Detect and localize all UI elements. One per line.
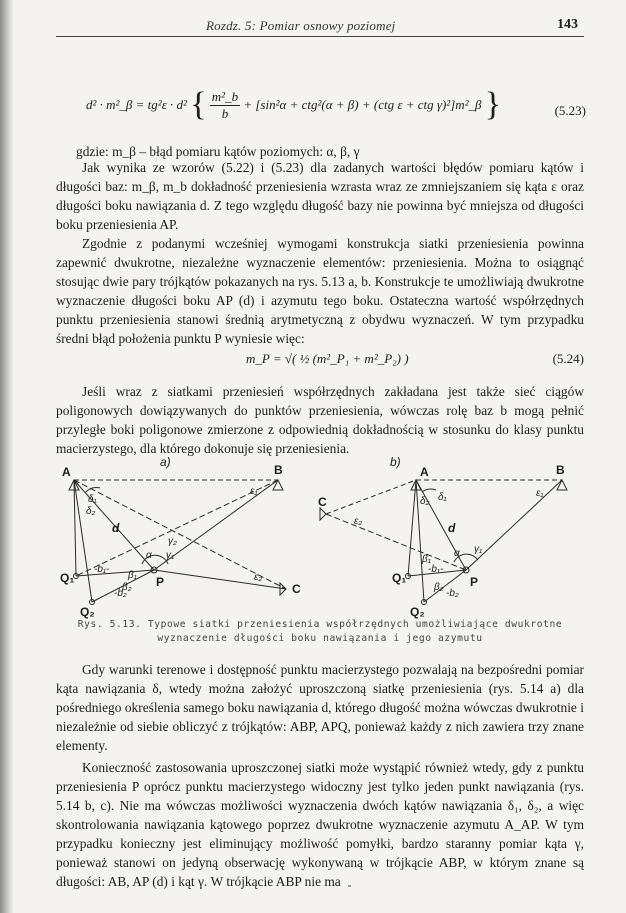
angle-arc-delta-b [422, 489, 436, 492]
formula-5-24-body: m_P = √( ½ (m²_P₁ + m²_P₂) ) [246, 351, 409, 366]
fraction-numerator: m²_b [211, 88, 239, 104]
label-beta1-b: β₁ [422, 554, 431, 565]
equation-number-5-23: (5.23) [554, 103, 586, 118]
label-eps2-a: ε₂ [254, 572, 263, 583]
label-b2-b: -b₂ [446, 588, 459, 599]
label-C-a: C [292, 582, 301, 596]
label-alpha-b: α [454, 548, 460, 559]
caption-line-1: Rys. 5.13. Typowe siatki przeniesienia współrzędnych umożliwiające dwukrotne [77, 619, 563, 630]
formula-5-23-fraction [210, 89, 240, 122]
running-head: Rozdz. 5: Pomiar osnowy poziomej [206, 18, 396, 33]
label-delta2-b: δ₂ [420, 496, 430, 507]
figure-diagrams [56, 452, 584, 622]
page-header [56, 12, 584, 37]
line-BQ1-a [76, 480, 278, 576]
label-d-b: d [448, 521, 456, 535]
fraction-denominator: b [221, 105, 229, 121]
label-Q2-a: Q₂ [80, 605, 95, 619]
figure-5-13 [56, 452, 584, 622]
label-eps1-b: ε₁ [536, 488, 544, 499]
scan-shadow-edge [0, 0, 14, 913]
scan-speck [348, 885, 351, 887]
left-brace: { [190, 86, 207, 123]
label-beta2-b: β₂ [434, 582, 444, 593]
point-C-marker-b [320, 508, 326, 520]
label-d-a: d [112, 521, 120, 535]
label-delta2-a: δ₂ [86, 506, 96, 517]
formula-5-24 [56, 349, 584, 375]
label-P-b: P [470, 575, 479, 589]
line-CP-b [326, 514, 466, 570]
paragraph-4: Gdy warunki terenowe i dostępność punktu macierzystego pozwalają na bezpośredni pomiar kąta nawiązania δ, wtedy można założyć uproszczoną siatkę przeniesienia (rys. 5.14 a) dla pośredniego określenia samego boku nawiązania d, którego długość można wówczas dwukrotnie i niezależnie od siebie obliczyć z trójkątów: ABP, APQ, ponieważ każdy z nich zawiera trzy znane elementy. [56, 662, 584, 753]
paragraph-5: Konieczność zastosowania uproszczonej siatki może wystąpić również wtedy, gdy z punktu przeniesienia P oprócz punktu macierzystego widoczny jest tylko jeden punkt nawiązania (rys. 5.14 b, c). Nie ma wówczas możliwości wyznaczenia dwóch kątów nawiązania δ₁, δ₂, a więc skontrolowania nawiązania kątowego poprzez dwukrotne wyznaczenie azymutu A_AP. W tym przypadku konieczny jest eliminujący możliwość pomyłki, bardzo staranny pomiar kąta γ, ponieważ stanowi on jedyną obserwację wykonywaną w trójkącie ABP, w którym znane są długości: AB, AP (d) i kąt γ. W trójkącie ABP nie ma [56, 760, 584, 889]
paragraph-2: Zgodnie z podanymi wcześniej wymogami konstrukcja siatki przeniesienia powinna zapewnić dwukrotne, niezależne wyznaczenie elementów: przeniesienia. Można to osiągnąć stosując dwie pary trójkątów pokazanych na rys. 5.13 a, b. Konstrukcje te umożliwiają dwukrotne wyznaczenie długości boku AP (d) i azymutu tego boku. Ostateczna wartość współrzędnych punktu przeniesienia stanowi średnią arytmetyczną z obydwu wyznaczeń. W tym przypadku średni błąd położenia punktu P wyniesie więc: [56, 236, 584, 346]
label-A-a: A [62, 465, 71, 479]
label-A-b: A [420, 465, 429, 479]
label-b2-a: -b₂ [114, 588, 127, 599]
label-b1-a: -b₁- [94, 564, 110, 575]
label-eps1-a: ε₁ [250, 486, 258, 497]
line-CA-b [326, 480, 416, 514]
label-gamma2-a: γ₂ [168, 536, 177, 547]
paragraph-3: Jeśli wraz z siatkami przeniesień współrzędnych zakładana jest także sieć ciągów poligonowych dowiązywanych do punktów przeniesienia, wówczas rolę baz b mogą pełnić przyległe boki poligonowe zmierzone z odpowiednią dokładnością w stosunku do klasy punktu macierzystego, dla którego dokonuje się przeniesienia. [56, 384, 584, 456]
label-Q1-a: Q₁ [60, 571, 75, 585]
panel-a-label: a) [160, 455, 171, 469]
label-beta2-a: β₂ [122, 582, 132, 593]
label-delta1-a: δ₁ [88, 494, 97, 505]
paragraph-1: Jak wynika ze wzorów (5.22) i (5.23) dla zadanych wartości błędów pomiaru kątów i długości baz: m_β, m_b dokładność przeniesienia wzrasta wraz ze zmniejszaniem się kąta ε oraz długości boku nawiązania d. Z tego względu długość bazy nie powinna być mniejsza od długości boku przeniesienia AP. [56, 160, 584, 232]
formula-5-23-lhs: d² · m²_β = tg²ε · d² [86, 97, 187, 112]
panel-b-label: b) [390, 455, 401, 469]
label-Q1-b: Q₁ [392, 571, 407, 585]
where-line: gdzie: m_β – błąd pomiaru kątów poziomych: α, β, γ [76, 144, 360, 159]
line-PC-a [154, 570, 286, 589]
equation-number-5-24: (5.24) [552, 351, 584, 366]
label-B-b: B [556, 463, 565, 477]
label-eps2-b: ε₂ [354, 516, 363, 527]
label-b1-b: -b₁- [428, 564, 444, 575]
label-gamma1-b: γ₁ [474, 544, 483, 555]
label-Q2-b: Q₂ [410, 605, 425, 619]
line-AQ1-b [408, 480, 416, 576]
caption-line-2: wyznaczenie długości boku nawiązania i jego azymutu [157, 633, 483, 644]
label-beta1-a: β₁ [128, 570, 137, 581]
figure-caption [56, 618, 584, 646]
formula-5-23 [86, 88, 586, 138]
label-alpha-a: α [146, 550, 152, 561]
label-gamma1-a: γ₁ [166, 550, 175, 561]
page-number: 143 [557, 17, 578, 32]
label-C-b: C [318, 495, 327, 509]
label-delta1-b: δ₁ [438, 492, 447, 503]
right-brace: } [484, 86, 502, 123]
line-BP-b [466, 480, 562, 570]
label-B-a: B [274, 463, 283, 477]
formula-5-23-body [86, 88, 546, 138]
book-page [56, 12, 586, 889]
point-B-marker-b [557, 480, 567, 490]
formula-5-23-bracket-term: + [sin²α + ctg²(α + β) + (ctg ε + ctg γ)²]m²_β [243, 97, 482, 112]
label-P-a: P [156, 575, 165, 589]
